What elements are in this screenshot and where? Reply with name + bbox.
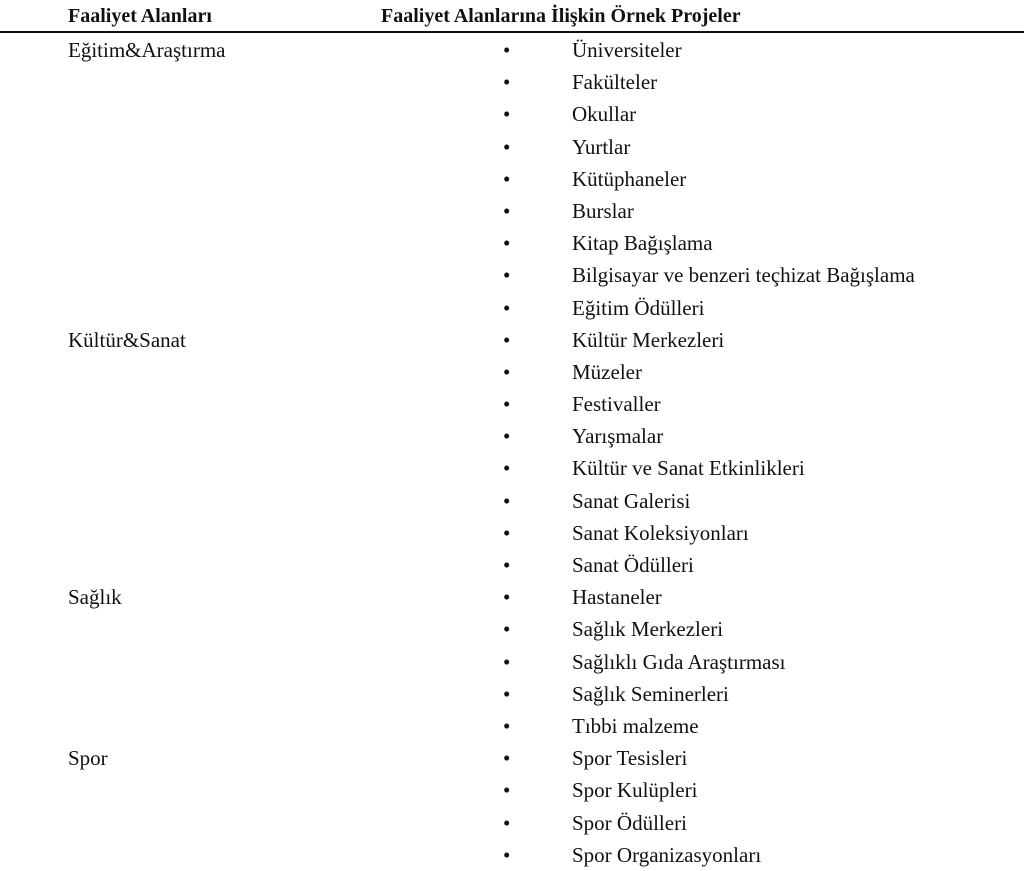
table-header [0,0,1024,32]
header-divider [0,31,1024,33]
example-project-item: Kütüphaneler [572,166,687,191]
example-project-item: Eğitim Ödülleri [572,295,705,320]
table-row [0,420,1024,452]
bullet-icon: • [503,295,511,320]
table-row [0,324,1024,356]
example-project-item: Tıbbi malzeme [572,713,699,738]
table-row [0,66,1024,98]
bullet-icon: • [503,70,511,95]
bullet-icon: • [503,553,511,577]
example-project-item: Sağlık Merkezleri [572,617,724,642]
table-row [0,452,1024,484]
example-project-item: Yarışmalar [572,424,664,449]
bullet-icon: • [503,456,511,481]
header-example-projects: Faaliyet Alanlarına İlişkin Örnek Projeler [381,5,741,27]
table-row [0,807,1024,839]
table-row [0,646,1024,678]
example-project-item: Sanat Ödülleri [572,553,694,577]
table-row [0,131,1024,163]
bullet-icon: • [503,198,511,223]
table-row [0,292,1024,324]
table-row [0,774,1024,806]
bullet-icon: • [503,713,511,738]
table-row [0,613,1024,645]
table-row [0,839,1024,871]
example-project-item: Kültür ve Sanat Etkinlikleri [572,456,805,481]
table-row [0,163,1024,195]
example-project-item: Spor Tesisleri [572,746,688,771]
bullet-icon: • [503,520,511,545]
example-project-item: Spor Organizasyonları [572,842,762,867]
bullet-icon: • [503,681,511,706]
bullet-icon: • [503,810,511,835]
bullet-icon: • [503,649,511,674]
example-project-item: Bilgisayar ve benzeri teçhizat Bağışlama [572,263,915,288]
example-project-item: Sağlık Seminerleri [572,681,729,706]
activity-area-label: Eğitim&Araştırma [68,38,226,62]
bullet-icon: • [503,392,511,417]
table-row [0,742,1024,774]
example-project-item: Müzeler [572,359,642,384]
table-row [0,549,1024,581]
bullet-icon: • [503,38,511,62]
table-row [0,710,1024,742]
header-activity-areas: Faaliyet Alanları [68,5,212,27]
example-project-item: Kültür Merkezleri [572,327,725,352]
example-project-item: Sanat Galerisi [572,488,691,513]
bullet-icon: • [503,746,511,771]
table-row [0,581,1024,613]
activity-area-label: Sağlık [68,585,122,610]
bullet-icon: • [503,488,511,513]
activity-area-label: Spor [68,746,108,771]
bullet-icon: • [503,263,511,288]
table-row [0,388,1024,420]
table-row [0,485,1024,517]
bullet-icon: • [503,585,511,610]
bullet-icon: • [503,359,511,384]
table-row [0,227,1024,259]
bullet-icon: • [503,166,511,191]
example-project-item: Üniversiteler [572,38,682,62]
table-row [0,517,1024,549]
example-project-item: Sanat Koleksiyonları [572,520,749,545]
table-row [0,259,1024,291]
bullet-icon: • [503,424,511,449]
example-project-item: Hastaneler [572,585,662,610]
example-project-item: Kitap Bağışlama [572,231,713,256]
example-project-item: Festivaller [572,392,661,417]
example-project-item: Okullar [572,102,637,127]
example-project-item: Fakülteler [572,70,658,95]
bullet-icon: • [503,102,511,127]
table-body [0,34,1024,871]
bullet-icon: • [503,778,511,803]
table-row [0,195,1024,227]
bullet-icon: • [503,134,511,159]
table-row [0,34,1024,66]
example-project-item: Yurtlar [572,134,631,159]
bullet-icon: • [503,231,511,256]
bullet-icon: • [503,842,511,867]
example-project-item: Spor Kulüpleri [572,778,698,803]
example-project-item: Spor Ödülleri [572,810,687,835]
activity-area-label: Kültür&Sanat [68,327,186,352]
example-project-item: Sağlıklı Gıda Araştırması [572,649,786,674]
bullet-icon: • [503,617,511,642]
table-row [0,98,1024,130]
table-row [0,356,1024,388]
example-project-item: Burslar [572,198,634,223]
table-row [0,678,1024,710]
bullet-icon: • [503,327,511,352]
